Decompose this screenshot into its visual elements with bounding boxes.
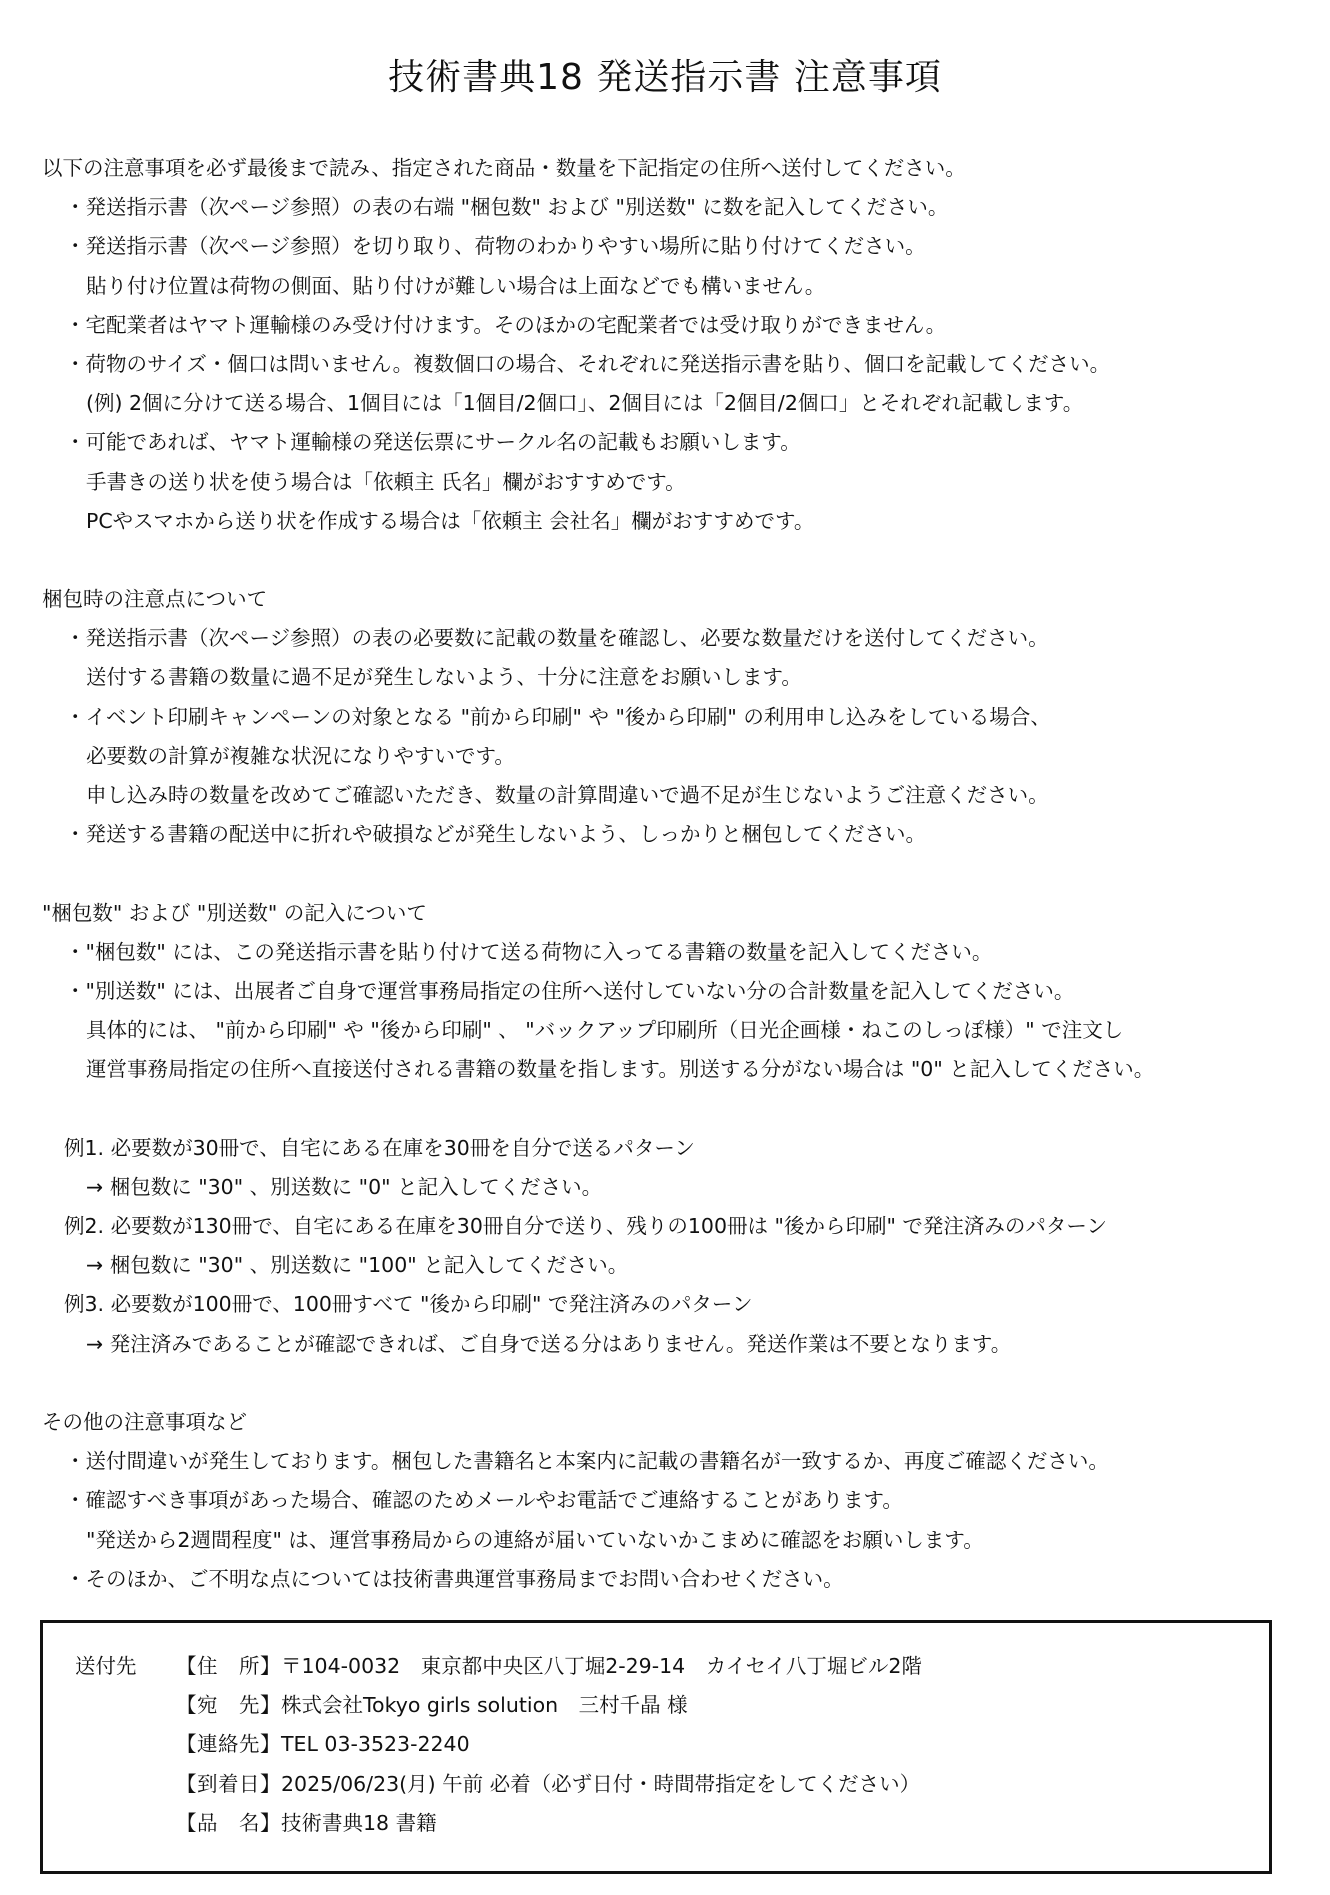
other-item: ・送付間違いが発生しております。梱包した書籍名と本案内に記載の書籍名が一致するか、再度ご確認ください。: [65, 1449, 1109, 1474]
other-item-continuation: "発送から2週間程度" は、運営事務局からの連絡が届いていないかこまめに確認をお願いします。: [86, 1527, 984, 1552]
example-result: → 梱包数に "30" 、別送数に "100" と記入してください。: [86, 1253, 629, 1278]
counts-item: ・"別送数" には、出展者ご自身で運営事務局指定の住所へ送付していない分の合計数量を記入してください。: [65, 978, 1075, 1003]
shipping-key: 【連絡先】: [176, 1732, 281, 1757]
other-list: [42, 1442, 1302, 1599]
intro-item: ・発送指示書（次ページ参照）を切り取り、荷物のわかりやすい場所に貼り付けてください。: [65, 234, 926, 259]
intro-item-continuation: 手書きの送り状を使う場合は「依頼主 氏名」欄がおすすめです。: [86, 469, 686, 494]
example-item: 例3. 必要数が100冊で、100冊すべて "後から印刷" で発注済みのパターン: [64, 1292, 753, 1317]
packing-item-continuation: 申し込み時の数量を改めてご確認いただき、数量の計算間違いで過不足が生じないようご注意ください。: [86, 783, 1049, 807]
shipping-row-contact: [176, 1725, 922, 1764]
example-item: 例2. 必要数が130冊で、自宅にある在庫を30冊自分で送り、残りの100冊は "後から印刷" で発注済みのパターン: [64, 1214, 1107, 1239]
shipping-row-item-name: [176, 1804, 922, 1843]
shipping-value: 株式会社Tokyo girls solution 三村千晶 様: [281, 1693, 688, 1718]
intro-item-continuation: (例) 2個に分けて送る場合、1個目には「1個目/2個口」、2個目には「2個目/2個口」とそれぞれ記載します。: [86, 391, 1084, 416]
shipping-key: 【住 所】: [176, 1654, 281, 1678]
other-heading: その他の注意事項など: [42, 1410, 247, 1434]
counts-item-continuation: 運営事務局指定の住所へ直接送付される書籍の数量を指します。別送する分がない場合は "0" と記入してください。: [86, 1057, 1155, 1082]
example-result: → 発注済みであることが確認できれば、ご自身で送る分はありません。発送作業は不要となります。: [86, 1331, 1012, 1356]
shipping-label: 送付先: [75, 1654, 137, 1678]
counts-heading: "梱包数" および "別送数" の記入について: [42, 900, 427, 925]
intro-lead: 以下の注意事項を必ず最後まで読み、指定された商品・数量を下記指定の住所へ送付してください。: [42, 156, 966, 180]
packing-heading: 梱包時の注意点について: [42, 587, 268, 612]
intro-list: [42, 188, 1302, 541]
packing-item: ・発送する書籍の配送中に折れや破損などが発生しないよう、しっかりと梱包してください。: [65, 822, 926, 847]
shipping-value: 2025/06/23(月) 午前 必着（必ず日付・時間帯指定をしてください）: [281, 1771, 921, 1796]
intro-item: ・荷物のサイズ・個口は問いません。複数個口の場合、それぞれに発送指示書を貼り、個口を記載してください。: [65, 351, 1111, 376]
notice-body: [42, 149, 1302, 1599]
intro-item: ・宅配業者はヤマト運輸様のみ受け付けます。そのほかの宅配業者では受け取りができません。: [65, 312, 947, 337]
intro-item: ・可能であれば、ヤマト運輸様の発送伝票にサークル名の記載もお願いします。: [65, 430, 801, 455]
section-spacer: [42, 541, 1302, 580]
shipping-value: TEL 03-3523-2240: [281, 1732, 470, 1757]
shipping-value: 技術書典18 書籍: [281, 1810, 437, 1835]
intro-item: ・発送指示書（次ページ参照）の表の右端 "梱包数" および "別送数" に数を記入してください。: [65, 195, 949, 220]
other-item: ・そのほか、ご不明な点については技術書典運営事務局までお問い合わせください。: [65, 1566, 844, 1591]
packing-item: ・イベント印刷キャンペーンの対象となる "前から印刷" や "後から印刷" の利用申し込みをしている場合、: [65, 704, 1051, 729]
intro-item-continuation: 貼り付け位置は荷物の側面、貼り付けが難しい場合は上面などでも構いません。: [86, 273, 826, 298]
examples-list: [42, 1129, 1302, 1364]
shipping-row-recipient: [176, 1686, 922, 1725]
counts-item: ・"梱包数" には、この発送指示書を貼り付けて送る荷物に入ってる書籍の数量を記入してください。: [65, 939, 993, 964]
shipping-key: 【品 名】: [176, 1810, 281, 1835]
counts-list: [42, 933, 1302, 1090]
shipping-key: 【到着日】: [176, 1771, 281, 1796]
intro-item-continuation: PCやスマホから送り状を作成する場合は「依頼主 会社名」欄がおすすめです。: [86, 508, 815, 533]
example-item: 例1. 必要数が30冊で、自宅にある在庫を30冊を自分で送るパターン: [64, 1135, 695, 1160]
page-title: 技術書典18 発送指示書 注意事項: [388, 57, 942, 98]
other-item: ・確認すべき事項があった場合、確認のためメールやお電話でご連絡することがあります。: [65, 1488, 903, 1513]
shipping-destination-box: [40, 1620, 1272, 1874]
section-spacer: [42, 1364, 1302, 1403]
shipping-value: 〒104-0032 東京都中央区八丁堀2-29-14 カイセイ八丁堀ビル2階: [281, 1654, 922, 1678]
packing-list: [42, 619, 1302, 854]
example-result: → 梱包数に "30" 、別送数に "0" と記入してください。: [86, 1174, 603, 1199]
packing-item: ・発送指示書（次ページ参照）の表の必要数に記載の数量を確認し、必要な数量だけを送付してください。: [65, 626, 1049, 651]
packing-item-continuation: 必要数の計算が複雑な状況になりやすいです。: [86, 743, 515, 768]
section-spacer: [42, 1090, 1302, 1129]
shipping-row-arrival-date: [176, 1765, 922, 1804]
section-spacer: [42, 854, 1302, 893]
shipping-key: 【宛 先】: [176, 1693, 281, 1718]
packing-item-continuation: 送付する書籍の数量に過不足が発生しないよう、十分に注意をお願いします。: [86, 665, 802, 690]
shipping-details: [176, 1647, 922, 1843]
counts-item-continuation: 具体的には、 "前から印刷" や "後から印刷" 、 "バックアップ印刷所（日光企画様・ねこのしっぽ様）" で注文し: [86, 1018, 1124, 1043]
shipping-row-address: [176, 1647, 922, 1686]
